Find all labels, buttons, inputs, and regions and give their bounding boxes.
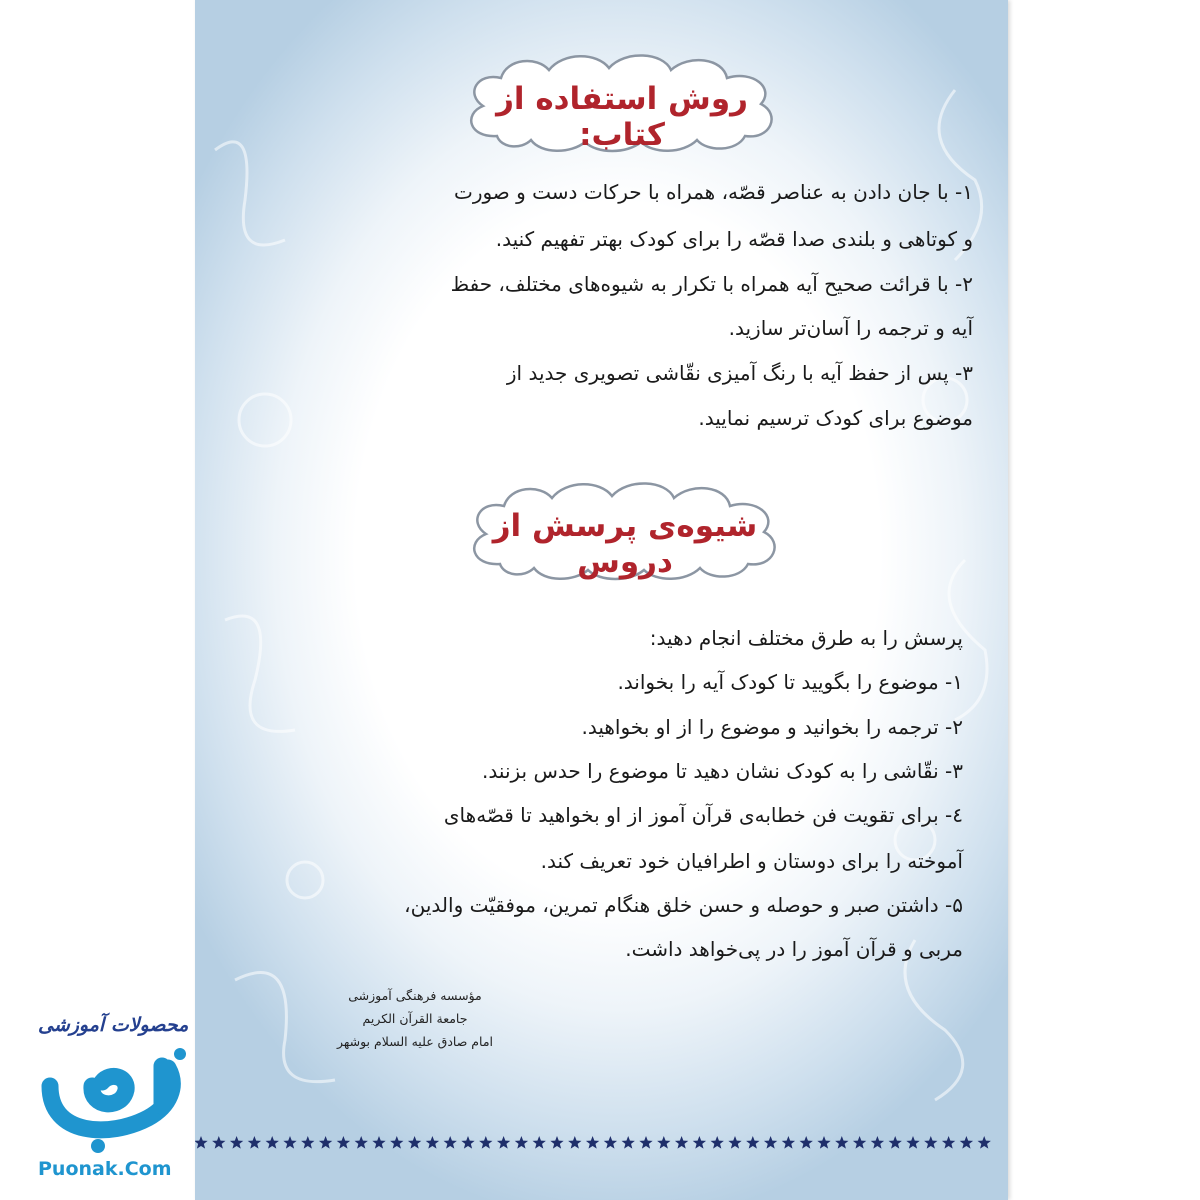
star-icon [764,1136,777,1149]
star-icon [301,1136,314,1149]
star-icon [586,1136,599,1149]
star-icon [337,1136,350,1149]
section1-line-6: موضوع برای کودک ترسیم نمایید. [698,406,973,430]
star-icon [711,1136,724,1149]
puonak-logo-icon [30,1046,200,1156]
star-icon [372,1136,385,1149]
star-icon [960,1136,973,1149]
section1-line-4: آیه و ترجمه را آسان‌تر سازید. [728,316,973,340]
credit-line-2: جامعة القرآن الکریم [362,1011,468,1026]
star-icon [639,1136,652,1149]
star-icon [675,1136,688,1149]
star-icon [906,1136,919,1149]
star-icon [319,1136,332,1149]
star-icon [283,1136,296,1149]
star-icon [853,1136,866,1149]
star-border [195,1129,1008,1159]
section2-line-5: آموخته را برای دوستان و اطرافیان خود تعریف کند. [540,849,963,873]
star-icon [871,1136,884,1149]
watermark-tagline: محصولات آموزشی [38,1014,189,1036]
star-icon [533,1136,546,1149]
star-icon [248,1136,261,1149]
section2-line-6: ۵- داشتن صبر و حوصله و حسن خلق هنگام تمرین، موفقیّت والدین، [404,893,963,917]
star-icon [800,1136,813,1149]
watermark-site: Puonak.Com [38,1158,172,1180]
section2-title: شیوه‌ی پرسش از دروس [492,508,758,580]
star-icon [889,1136,902,1149]
star-icon [604,1136,617,1149]
star-icon [942,1136,955,1149]
star-icon [746,1136,759,1149]
section1-title: روش استفاده از کتاب: [496,81,748,153]
star-icon [924,1136,937,1149]
star-icon [782,1136,795,1149]
star-icon [390,1136,403,1149]
section1-title-cloud [457,48,787,156]
star-icon [568,1136,581,1149]
book-page [195,0,1008,1200]
section2-line-4: ٤- برای تقویت فن خطابه‌ی قرآن آموز از او بخواهید تا قصّه‌های [443,803,963,827]
section1-line-2: و کوتاهی و بلندی صدا قصّه را برای کودک بهتر تفهیم کنید. [495,227,973,251]
star-icon [515,1136,528,1149]
star-icon [444,1136,457,1149]
star-icon [835,1136,848,1149]
star-icon [408,1136,421,1149]
star-icon [230,1136,243,1149]
star-icon [657,1136,670,1149]
star-icon [479,1136,492,1149]
puonak-watermark [0,1000,215,1190]
credit-line-3: امام صادق علیه السلام بوشهر [336,1034,494,1049]
star-icon [728,1136,741,1149]
star-icon [461,1136,474,1149]
star-icon [817,1136,830,1149]
section2-intro: پرسش را به طرق مختلف انجام دهید: [649,626,963,650]
star-icon [978,1136,991,1149]
star-icon [426,1136,439,1149]
section2-line-1: ۱- موضوع را بگویید تا کودک آیه را بخواند. [617,670,963,694]
section2-line-2: ۲- ترجمه را بخوانید و موضوع را از او بخواهید. [581,715,963,739]
section1-line-5: ۳- پس از حفظ آیه با رنگ آمیزی نقّاشی تصویری جدید از [506,361,973,385]
section1-line-1: ۱- با جان دادن به عناصر قصّه، همراه با حرکات دست و صورت [453,180,973,204]
star-icon [497,1136,510,1149]
section1-line-3: ۲- با قرائت صحیح آیه همراه با تکرار به شیوه‌های مختلف، حفظ [450,272,973,296]
section2-line-3: ۳- نقّاشی را به کودک نشان دهید تا موضوع را حدس بزنند. [482,759,963,783]
section2-line-7: مربی و قرآن آموز را در پی‌خواهد داشت. [625,937,963,961]
star-icon [266,1136,279,1149]
star-icon [693,1136,706,1149]
star-icon [622,1136,635,1149]
credit-line-1: مؤسسه فرهنگی آموزشی [348,988,482,1003]
star-icon [550,1136,563,1149]
section2-title-cloud [460,476,790,584]
star-icon [355,1136,368,1149]
